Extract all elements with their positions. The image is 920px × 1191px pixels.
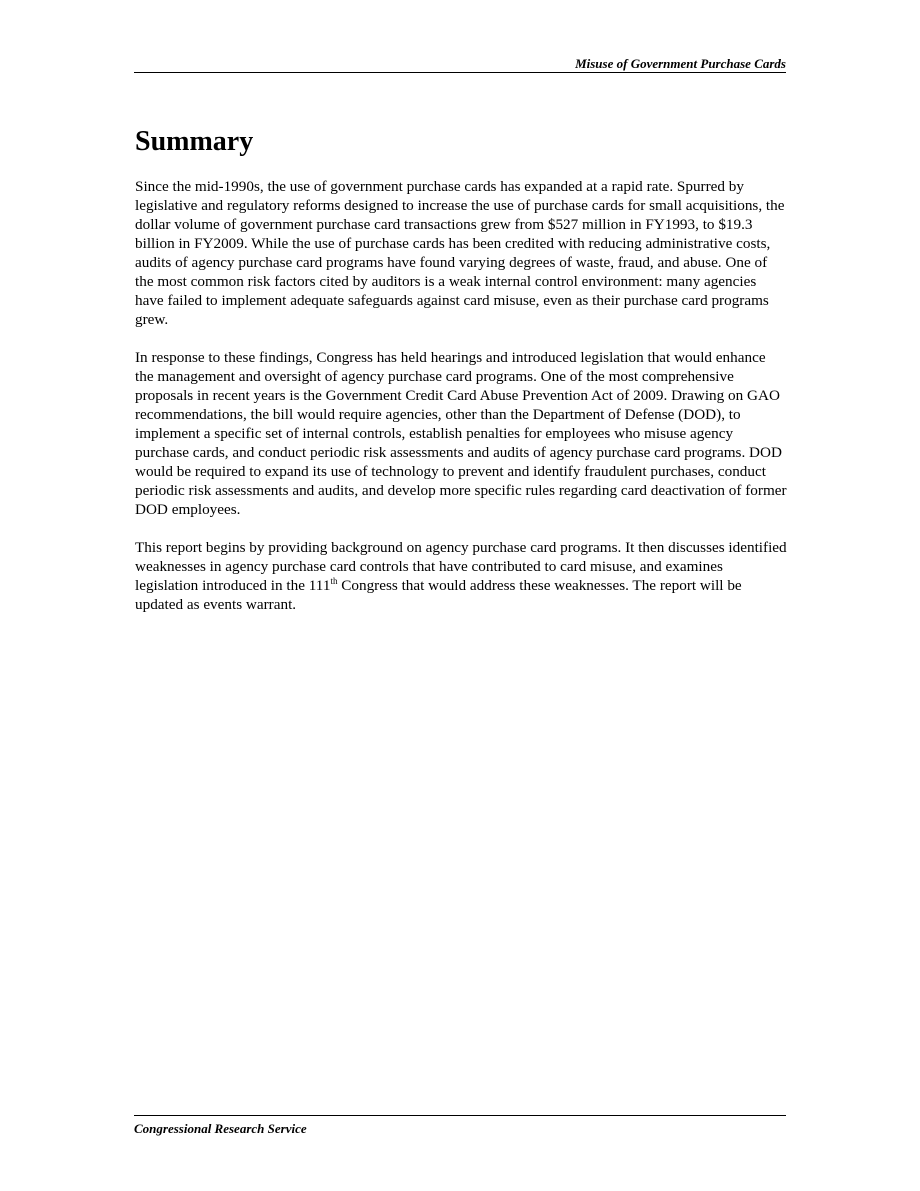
paragraph-3-part-2: Congress that would address these weaknesses. The report will be updated as events warrant. [135,577,742,613]
paragraph-3 [135,538,787,614]
paragraph-3-part-1: This report begins by providing background on agency purchase card programs. It then discusses identified weaknesses in agency purchase card controls that have contributed to card misuse, and examines legislation introduced in the 111 [135,539,787,594]
running-header [134,55,786,73]
footer-publisher: Congressional Research Service [134,1121,307,1136]
running-header-title: Misuse of Government Purchase Cards [575,56,786,71]
page-title: Summary [135,126,254,157]
ordinal-superscript: th [330,575,338,586]
paragraph-2: In response to these findings, Congress has held hearings and introduced legislation that would enhance the management and oversight of agency purchase card programs. One of the most comprehensive proposals in recent years is the Government Credit Card Abuse Prevention Act of 2009. Drawing on GAO recommendations, the bill would require agencies, other than the Department of Defense (DOD), to implement a specific set of internal controls, establish penalties for employees who misuse agency purchase cards, and conduct periodic risk assessments and audits of agency purchase card programs. DOD would be required to expand its use of technology to prevent and identify fraudulent purchases, conduct periodic risk assessments and audits, and develop more specific rules regarding card deactivation of former DOD employees. [135,349,787,518]
paragraph-1: Since the mid-1990s, the use of government purchase cards has expanded at a rapid rate. Spurred by legislative and regulatory reforms designed to increase the use of purchase cards for small acquisitions, the dollar volume of government purchase card transactions grew from $527 million in FY1993, to $19.3 billion in FY2009. While the use of purchase cards has been credited with reducing administrative costs, audits of agency purchase card programs have found varying degrees of waste, fraud, and abuse. One of the most common risk factors cited by auditors is a weak internal control environment: many agencies have failed to implement adequate safeguards against card misuse, even as their purchase card programs grew. [135,178,785,328]
running-footer [134,1115,786,1137]
summary-body [135,177,787,633]
